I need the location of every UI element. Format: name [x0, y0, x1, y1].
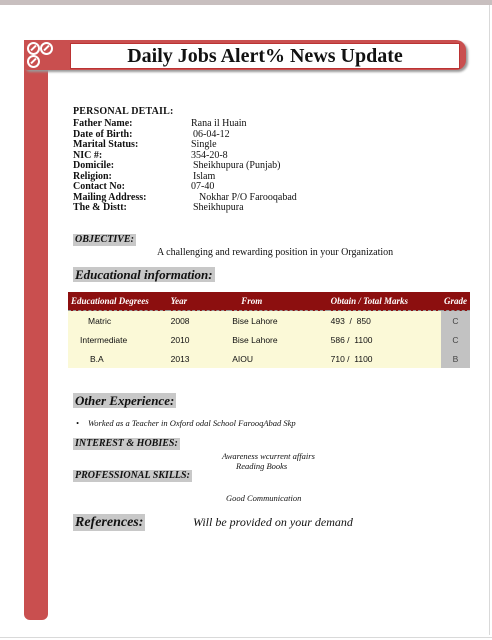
- detail-label: Marital Status:: [73, 139, 139, 150]
- year-cell: 2010: [168, 330, 230, 349]
- detail-row: [73, 172, 473, 183]
- ornament-icon: [40, 42, 53, 55]
- interest-item: Awareness wcurrent affairs: [222, 451, 315, 461]
- objective-text: A challenging and rewarding position in your Organization: [157, 247, 394, 258]
- personal-heading: PERSONAL DETAIL:: [73, 106, 174, 117]
- degree-cell: Intermediate: [68, 330, 168, 349]
- experience-heading: Other Experience:: [75, 393, 175, 408]
- year-cell: 2013: [168, 349, 230, 368]
- institution-cell: Bise Lahore: [229, 330, 327, 349]
- detail-label: Mailing Address:: [73, 191, 147, 203]
- interests-heading: INTEREST & HOBIES:: [75, 438, 178, 449]
- references-heading: References:: [75, 515, 144, 530]
- institution-cell: Bise Lahore: [229, 311, 327, 331]
- table-row: [68, 311, 470, 331]
- right-border: [489, 5, 490, 635]
- detail-value: 06-04-12: [193, 128, 230, 140]
- detail-label: Religion:: [73, 170, 112, 182]
- degree-cell: Matric: [68, 311, 168, 331]
- detail-row: [73, 140, 473, 151]
- red-sidebar: [24, 40, 48, 620]
- marks-cell: 710 / 1100: [328, 349, 441, 368]
- column-header: From: [229, 292, 327, 311]
- marks-cell: 493 / 850: [328, 311, 441, 331]
- personal-details: [73, 106, 473, 214]
- table-row: [68, 330, 470, 349]
- detail-label: Domicile:: [73, 160, 115, 171]
- banner-title-box: [70, 43, 460, 69]
- interest-item: Reading Books: [236, 461, 288, 471]
- top-border: [0, 0, 492, 5]
- detail-row: [73, 182, 473, 193]
- year-cell: 2008: [168, 311, 230, 331]
- detail-label: Contact No:: [73, 181, 125, 192]
- detail-value: Single: [191, 139, 217, 150]
- grade-cell: C: [441, 330, 470, 349]
- column-header: Obtain / Total Marks: [328, 292, 441, 311]
- education-table: [68, 292, 470, 368]
- column-header: Educational Degrees: [68, 292, 168, 311]
- references-text: Will be provided on your demand: [193, 515, 353, 529]
- experience-text: Worked as a Teacher in Oxford odal School FarooqAbad Skp: [88, 418, 296, 428]
- detail-row: [73, 203, 473, 214]
- education-heading: Educational information:: [75, 267, 213, 282]
- skills-heading: PROFESSIONAL SKILLS:: [75, 470, 190, 481]
- column-header: Year: [168, 292, 230, 311]
- detail-row: [73, 161, 473, 172]
- detail-value: Sheikhupura (Punjab): [193, 160, 281, 171]
- detail-label: NIC #:: [73, 149, 103, 161]
- page-title: Daily Jobs Alert% News Update: [127, 44, 403, 67]
- detail-value: 07-40: [191, 181, 215, 192]
- degree-cell: B.A: [68, 349, 168, 368]
- detail-value: Rana il Huain: [191, 118, 247, 129]
- objective-heading: OBJECTIVE:: [75, 234, 134, 245]
- detail-row: [73, 119, 473, 130]
- grade-cell: B: [441, 349, 470, 368]
- table-row: [68, 349, 470, 368]
- ornament-icon: [27, 42, 40, 55]
- ornament-icon: [27, 55, 40, 68]
- detail-value: 354-20-8: [191, 149, 228, 161]
- bullet-icon: •: [76, 418, 79, 428]
- detail-value: Islam: [193, 170, 216, 182]
- detail-row: [73, 193, 473, 204]
- skill-item: Good Communication: [226, 493, 302, 503]
- marks-cell: 586 / 1100: [328, 330, 441, 349]
- institution-cell: AIOU: [229, 349, 327, 368]
- experience-item: [76, 418, 296, 428]
- detail-label: Father Name:: [73, 118, 133, 129]
- table-header-row: [68, 292, 470, 311]
- detail-value: Sheikhupura: [193, 202, 244, 213]
- detail-label: Date of Birth:: [73, 128, 133, 140]
- grade-cell: C: [441, 311, 470, 331]
- bottom-border: [0, 637, 492, 638]
- column-header: Grade: [441, 292, 470, 311]
- detail-value: Nokhar P/O Farooqabad: [199, 191, 297, 203]
- detail-label: The & Distt:: [73, 202, 127, 213]
